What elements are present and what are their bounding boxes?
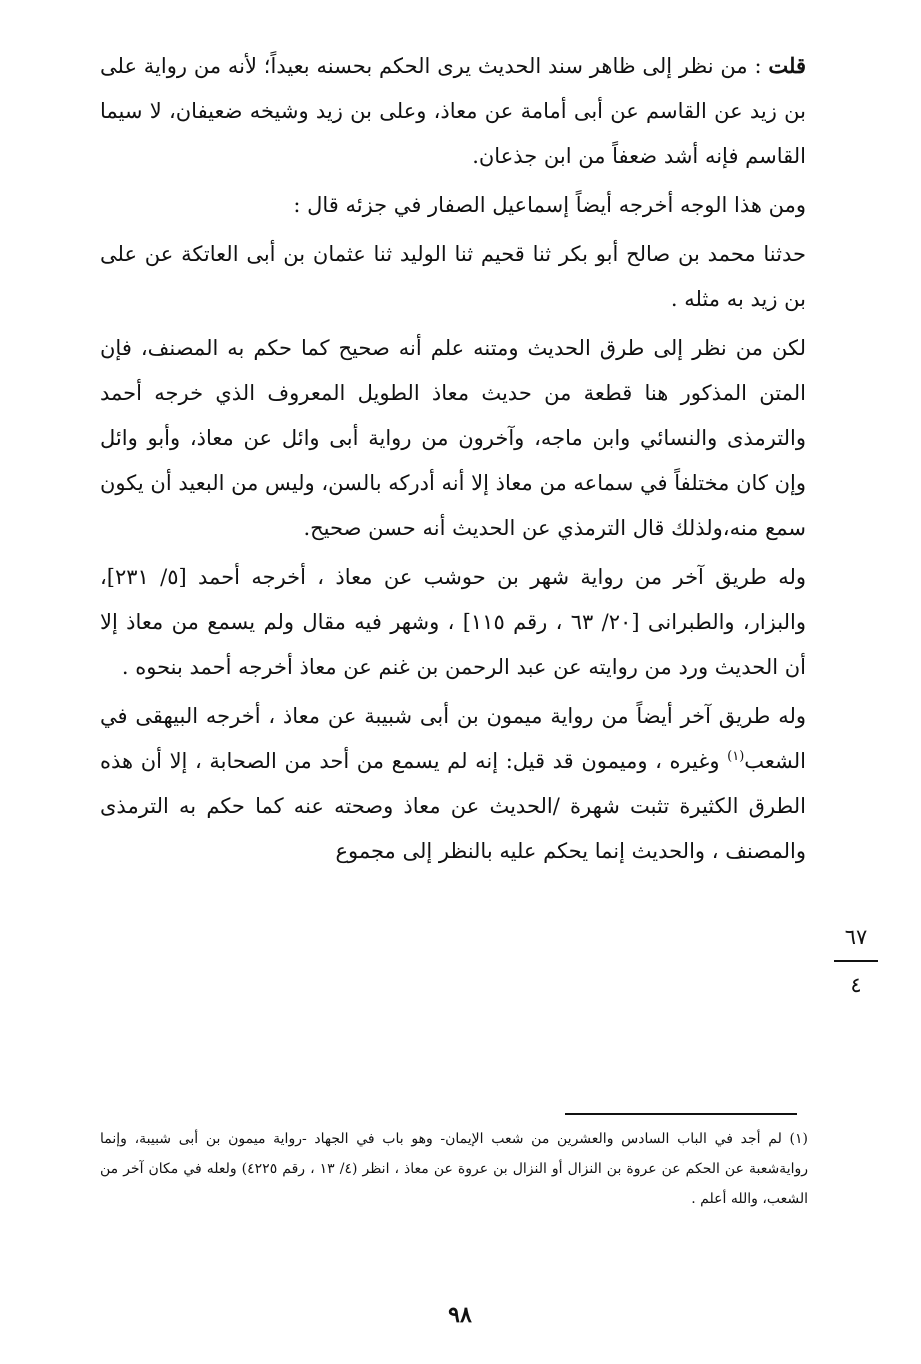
paragraph-text: وغيره ، وميمون قد قيل: إنه لم يسمع من أحد من الصحابة ، إلا أن هذه الطرق الكثيرة تثبت شهرة /الحديث عن معاذ وصحته عنه كما حكم به الترمذى والمصنف ، والحديث إنما يحكم عليه بالنظر إلى مجموع xyxy=(100,749,806,863)
main-text xyxy=(100,43,806,874)
paragraph-5: وله طريق آخر من رواية شهر بن حوشب عن معاذ ، أخرجه أحمد [٥/ ٢٣١]، والبزار، والطبرانى [٢٠/ ٦٣ ، رقم ١١٥] ، وشهر فيه مقال ولم يسمع من معاذ إلا أن الحديث ورد من روايته عن عبد الرحمن بن غنم عن معاذ أخرجه أحمد بنحوه . xyxy=(100,565,806,679)
paragraph-text: : من نظر إلى ظاهر سند الحديث يرى الحكم بحسنه بعيداً؛ لأنه من رواية على بن زيد عن القاسم عن أبى أمامة عن معاذ، وعلى بن زيد وشيخه ضعيفان، لا سيما القاسم فإنه أشد ضعفاً من ابن جذعان. xyxy=(100,54,806,168)
paragraph-4: لكن من نظر إلى طرق الحديث ومتنه علم أنه صحيح كما حكم به المصنف، فإن المتن المذكور هنا قطعة من حديث معاذ الطويل المعروف الذي خرجه أحمد والترمذى والنسائي وابن ماجه، وآخرون من رواية أبى وائل عن معاذ، وأبو وائل وإن كان مختلفاً في سماعه من معاذ إلا أنه أدركه بالسن، وليس من البعيد أن يكون سمع منه،ولذلك قال الترمذي عن الحديث أنه حسن صحيح. xyxy=(100,336,806,540)
page-number: ٩٨ xyxy=(448,1302,472,1328)
folio-number: ٦٧ xyxy=(844,925,868,949)
folio-divider xyxy=(834,960,878,962)
paragraph-text: وله طريق آخر أيضاً من رواية ميمون بن أبى شبيبة عن معاذ ، أخرجه البيهقى في الشعب xyxy=(100,704,806,773)
footnote-separator xyxy=(565,1113,797,1115)
paragraph-6 xyxy=(100,694,806,874)
paragraph-1 xyxy=(100,43,806,179)
paragraph-lead-word: قلت xyxy=(768,53,806,78)
footnote-marker[interactable]: (١) xyxy=(727,749,745,764)
paragraph-3: حدثنا محمد بن صالح أبو بكر ثنا قحيم ثنا الوليد ثنا عثمان بن أبى العاتكة عن على بن زيد به مثله . xyxy=(100,242,806,311)
footnote: (١) لم أجد في الباب السادس والعشرين من شعب الإيمان- وهو باب في الجهاد -رواية ميمون بن أبى شبيبة، وإنما روايةشعبة عن الحكم عن عروة بن النزال أو النزال بن عروة عن معاذ ، انظر (٤/ ١٣ ، رقم ٤٢٢٥) ولعله في مكان آخر من الشعب، والله أعلم . xyxy=(100,1131,808,1207)
paragraph-2: ومن هذا الوجه أخرجه أيضاً إسماعيل الصفار في جزئه قال : xyxy=(293,193,806,217)
folio-side: ٤ xyxy=(850,973,862,997)
manuscript-folio-reference xyxy=(832,924,880,998)
